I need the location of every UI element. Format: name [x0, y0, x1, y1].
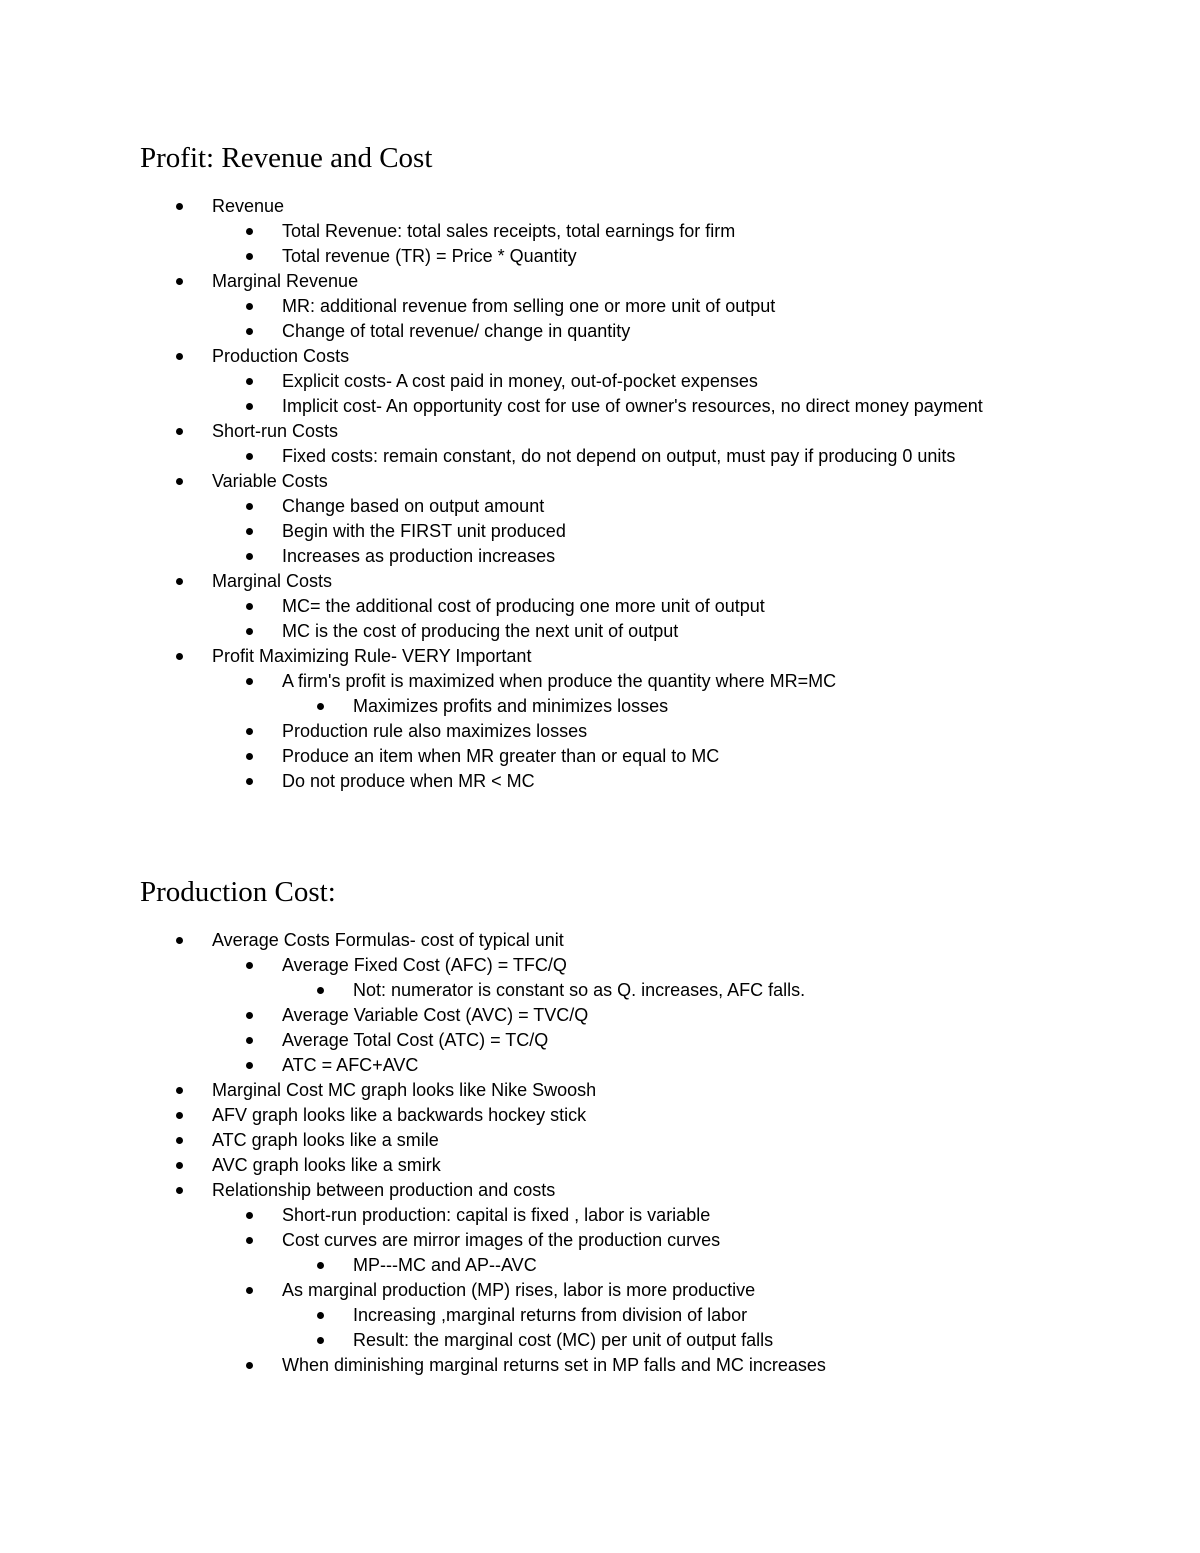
list-item: [0, 1103, 1200, 1128]
list-item-text: A firm's profit is maximized when produce the quantity where MR=MC: [282, 671, 837, 691]
list-item-text: AVC graph looks like a smirk: [212, 1155, 441, 1175]
list-item: [0, 1303, 1200, 1328]
list-item: [0, 1003, 1200, 1028]
list-item: [0, 1253, 1200, 1278]
list-item: [0, 953, 1200, 978]
list-item: [0, 1353, 1200, 1378]
profit-bullet-list: [0, 194, 1200, 794]
list-item: [0, 1078, 1200, 1103]
list-item-text: MC is the cost of producing the next unit of output: [282, 621, 679, 641]
list-item-text: Explicit costs- A cost paid in money, out-of-pocket expenses: [282, 371, 758, 391]
list-item: [0, 1228, 1200, 1253]
list-item-text: Average Variable Cost (AVC) = TVC/Q: [282, 1005, 589, 1025]
list-item-text: MP---MC and AP--AVC: [353, 1255, 537, 1275]
list-item-text: Total Revenue: total sales receipts, total earnings for firm: [282, 221, 736, 241]
list-item-text: Production Costs: [212, 346, 350, 366]
list-item-text: Variable Costs: [212, 471, 328, 491]
list-item: [0, 444, 1200, 469]
list-item-text: ATC graph looks like a smile: [212, 1130, 439, 1150]
list-item-text: Increases as production increases: [282, 546, 556, 566]
list-item: [0, 394, 1200, 419]
list-item-text: Profit Maximizing Rule- VERY Important: [212, 646, 532, 666]
list-item: [0, 1053, 1200, 1078]
list-item: [0, 244, 1200, 269]
list-item: [0, 544, 1200, 569]
list-item: [0, 569, 1200, 594]
list-item: [0, 719, 1200, 744]
list-item-text: Fixed costs: remain constant, do not depend on output, must pay if producing 0 units: [282, 446, 956, 466]
list-item-text: Not: numerator is constant so as Q. increases, AFC falls.: [353, 980, 806, 1000]
list-item: [0, 269, 1200, 294]
list-item: [0, 519, 1200, 544]
list-item-text: Relationship between production and costs: [212, 1180, 556, 1200]
production-cost-bullet-list: [0, 928, 1200, 1378]
list-item-text: Produce an item when MR greater than or equal to MC: [282, 746, 720, 766]
list-item-text: As marginal production (MP) rises, labor is more productive: [282, 1280, 756, 1300]
list-item: [0, 369, 1200, 394]
list-item: [0, 1028, 1200, 1053]
list-item-text: Change of total revenue/ change in quantity: [282, 321, 631, 341]
list-item-text: Maximizes profits and minimizes losses: [353, 696, 669, 716]
list-item-text: Short-run production: capital is fixed , labor is variable: [282, 1205, 711, 1225]
list-item-text: MR: additional revenue from selling one or more unit of output: [282, 296, 776, 316]
list-item-text: Do not produce when MR < MC: [282, 771, 535, 791]
list-item-text: Marginal Revenue: [212, 271, 359, 291]
list-item: [0, 1203, 1200, 1228]
list-item: [0, 1278, 1200, 1303]
list-item: [0, 694, 1200, 719]
list-item-text: ATC = AFC+AVC: [282, 1055, 419, 1075]
list-item: [0, 594, 1200, 619]
list-item: [0, 344, 1200, 369]
list-item: [0, 769, 1200, 794]
list-item-text: When diminishing marginal returns set in MP falls and MC increases: [282, 1355, 826, 1375]
list-item: [0, 1328, 1200, 1353]
list-item-text: Cost curves are mirror images of the production curves: [282, 1230, 721, 1250]
list-item-text: Short-run Costs: [212, 421, 339, 441]
list-item: [0, 744, 1200, 769]
list-item: [0, 294, 1200, 319]
section-title-production-cost: Production Cost:: [140, 876, 336, 908]
section-title-profit: Profit: Revenue and Cost: [140, 142, 433, 174]
list-item-text: Average Total Cost (ATC) = TC/Q: [282, 1030, 549, 1050]
list-item: [0, 978, 1200, 1003]
list-item: [0, 669, 1200, 694]
list-item-text: Change based on output amount: [282, 496, 545, 516]
list-item: [0, 494, 1200, 519]
list-item-text: Production rule also maximizes losses: [282, 721, 588, 741]
list-item-text: Implicit cost- An opportunity cost for use of owner's resources, no direct money payment: [282, 396, 983, 416]
list-item: [0, 419, 1200, 444]
list-item: [0, 194, 1200, 219]
list-item-text: Revenue: [212, 196, 285, 216]
list-item: [0, 928, 1200, 953]
list-item-text: Marginal Cost MC graph looks like Nike Swoosh: [212, 1080, 597, 1100]
list-item: [0, 469, 1200, 494]
list-item-text: MC= the additional cost of producing one more unit of output: [282, 596, 765, 616]
list-item-text: Increasing ,marginal returns from division of labor: [353, 1305, 748, 1325]
list-item: [0, 319, 1200, 344]
list-item: [0, 219, 1200, 244]
list-item-text: Result: the marginal cost (MC) per unit of output falls: [353, 1330, 774, 1350]
list-item-text: Marginal Costs: [212, 571, 333, 591]
list-item: [0, 1128, 1200, 1153]
list-item: [0, 644, 1200, 669]
list-item: [0, 1178, 1200, 1203]
list-item: [0, 619, 1200, 644]
list-item: [0, 1153, 1200, 1178]
list-item-text: Average Fixed Cost (AFC) = TFC/Q: [282, 955, 567, 975]
list-item-text: AFV graph looks like a backwards hockey stick: [212, 1105, 587, 1125]
list-item-text: Average Costs Formulas- cost of typical unit: [212, 930, 564, 950]
list-item-text: Begin with the FIRST unit produced: [282, 521, 566, 541]
list-item-text: Total revenue (TR) = Price * Quantity: [282, 246, 577, 266]
